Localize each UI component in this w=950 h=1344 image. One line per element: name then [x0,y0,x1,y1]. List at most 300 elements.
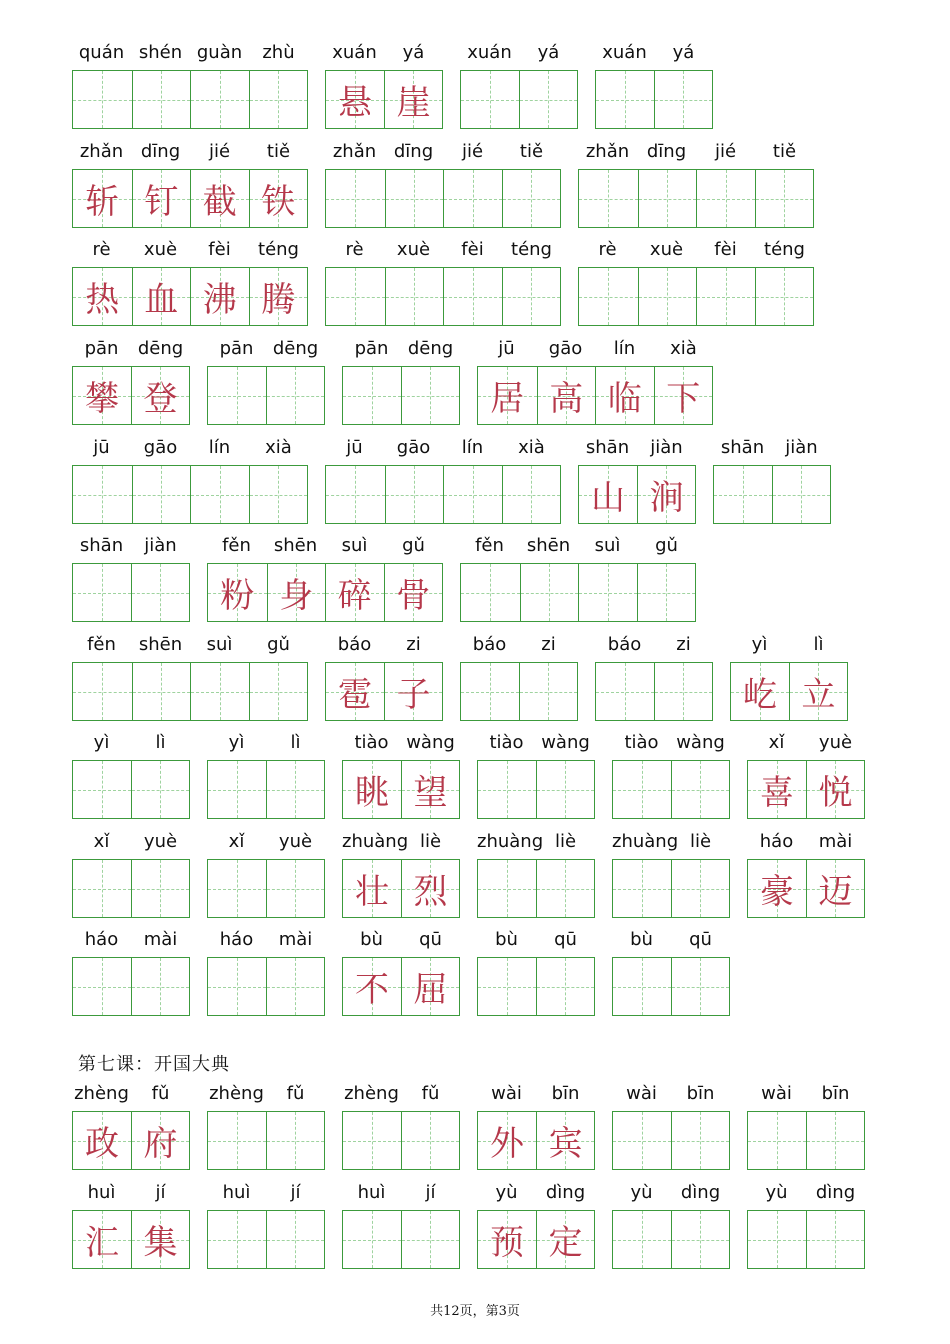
blank-writing-cell[interactable] [385,466,444,523]
word-block [207,927,325,1017]
pinyin-syllable: zhuàng [612,831,679,852]
word-block [325,237,561,327]
character-cell [343,761,401,818]
blank-writing-cell[interactable] [536,761,594,818]
model-character: 碎 [337,576,372,616]
pinyin-row [207,730,325,756]
pinyin-syllable: jí [425,1182,436,1203]
pinyin-syllable: gāo [143,437,178,458]
pinyin-syllable: gāo [396,437,431,458]
pinyin-syllable: wài [626,1083,657,1104]
tianzige-grid [595,662,713,721]
pinyin-syllable: suì [594,535,621,556]
pinyin-syllable: zi [541,634,556,655]
model-character: 宾 [548,1124,583,1164]
blank-writing-cell[interactable] [461,71,519,128]
pinyin-syllable: zhǎn [585,141,630,162]
word-block [325,139,561,229]
pinyin-syllable: shēn [273,535,318,556]
tianzige-grid [477,859,595,918]
pinyin-syllable: yá [402,42,425,63]
model-character: 高 [549,379,584,419]
pinyin-row [325,632,443,658]
model-character: 雹 [337,675,372,715]
word-block [72,927,190,1017]
word-block [342,730,460,820]
blank-writing-cell[interactable] [208,1211,266,1268]
blank-writing-cell[interactable] [190,71,249,128]
pinyin-row [477,1081,595,1107]
pinyin-row [612,927,730,953]
blank-writing-cell[interactable] [249,466,308,523]
blank-writing-cell[interactable] [131,958,189,1015]
pinyin-syllable: xuán [602,42,647,63]
character-cell [190,268,249,325]
blank-writing-cell[interactable] [131,860,189,917]
blank-writing-cell[interactable] [443,170,502,227]
pinyin-syllable: yù [630,1182,653,1203]
word-block [477,927,595,1017]
pinyin-row [342,336,460,362]
model-character: 山 [590,478,625,518]
character-cell [748,860,806,917]
pinyin-syllable: fěn [222,535,251,556]
pinyin-syllable: mài [143,929,178,950]
model-character: 攀 [84,379,119,419]
pinyin-row [72,632,308,658]
pinyin-row [578,435,696,461]
pinyin-syllable: xuè [396,239,431,260]
pinyin-syllable: gǔ [402,535,425,556]
blank-writing-cell[interactable] [249,71,308,128]
tianzige-grid [747,859,865,918]
pinyin-row [72,927,190,953]
blank-writing-cell[interactable] [696,170,755,227]
model-character: 喜 [759,773,794,813]
pinyin-syllable: zhuàng [477,831,544,852]
tianzige-grid [342,366,460,425]
pinyin-syllable: shēn [526,535,571,556]
pinyin-syllable: lì [813,634,824,655]
blank-writing-cell[interactable] [519,71,577,128]
character-cell [73,1211,131,1268]
pinyin-syllable: jū [346,437,363,458]
character-cell [384,663,442,720]
character-cell [637,466,695,523]
pinyin-syllable: dēng [137,338,184,359]
blank-writing-cell[interactable] [772,466,830,523]
tianzige-grid [72,563,190,622]
blank-writing-cell[interactable] [613,958,671,1015]
blank-writing-cell[interactable] [536,958,594,1015]
blank-writing-cell[interactable] [208,367,266,424]
tianzige-grid [612,1111,730,1170]
pinyin-syllable: qū [419,929,442,950]
pinyin-syllable: wàng [541,732,590,753]
pinyin-syllable: zhèng [344,1083,399,1104]
model-character: 铁 [261,182,296,222]
blank-writing-cell[interactable] [443,466,502,523]
word-block [578,139,814,229]
pinyin-syllable: yù [765,1182,788,1203]
pinyin-row [72,40,308,66]
blank-writing-cell[interactable] [502,170,561,227]
pinyin-syllable: zhǎn [332,141,377,162]
pinyin-syllable: tiào [489,732,524,753]
blank-writing-cell[interactable] [343,367,401,424]
character-cell [537,367,596,424]
character-cell [267,564,326,621]
pinyin-syllable: lín [613,338,636,359]
pinyin-syllable: háo [759,831,794,852]
blank-writing-cell[interactable] [638,170,697,227]
blank-writing-cell[interactable] [73,663,132,720]
pinyin-row [72,533,190,559]
pinyin-row [207,1180,325,1206]
pinyin-row [595,632,713,658]
word-block [612,1081,730,1171]
word-block [595,40,713,130]
pinyin-row [342,730,460,756]
tianzige-grid [207,760,325,819]
blank-writing-cell[interactable] [132,71,191,128]
blank-writing-cell[interactable] [73,958,131,1015]
pinyin-row [612,1081,730,1107]
pinyin-syllable: bù [495,929,518,950]
blank-writing-cell[interactable] [478,958,536,1015]
pinyin-syllable: zhuàng [342,831,409,852]
blank-writing-cell[interactable] [326,466,385,523]
word-block [72,829,190,919]
pinyin-syllable: dīng [140,141,181,162]
pinyin-syllable: bù [630,929,653,950]
word-block [342,927,460,1017]
model-character: 崖 [396,83,431,123]
blank-writing-cell[interactable] [461,663,519,720]
pinyin-syllable: wàng [406,732,455,753]
character-cell [73,367,131,424]
blank-writing-cell[interactable] [748,1211,806,1268]
blank-writing-cell[interactable] [637,564,696,621]
word-block [730,632,848,722]
model-character: 府 [143,1124,178,1164]
blank-writing-cell[interactable] [579,268,638,325]
blank-writing-cell[interactable] [755,268,814,325]
pinyin-syllable: guàn [196,42,243,63]
word-block [325,632,443,722]
blank-writing-cell[interactable] [249,663,308,720]
pinyin-row [460,40,578,66]
word-block [578,237,814,327]
word-block [612,730,730,820]
pinyin-syllable: báo [472,634,507,655]
blank-writing-cell[interactable] [132,663,191,720]
blank-writing-cell[interactable] [385,268,444,325]
pinyin-syllable: tiě [519,141,544,162]
blank-writing-cell[interactable] [443,268,502,325]
blank-writing-cell[interactable] [536,860,594,917]
pinyin-syllable: jié [461,141,484,162]
tianzige-grid [477,366,713,425]
pinyin-syllable: qū [554,929,577,950]
pinyin-syllable: shān [585,437,630,458]
page-footer: 共12页，第3页 [430,1304,520,1319]
character-cell [401,958,459,1015]
character-cell [731,663,789,720]
blank-writing-cell[interactable] [208,761,266,818]
pinyin-syllable: fèi [461,239,484,260]
blank-writing-cell[interactable] [806,1112,864,1169]
word-block [72,730,190,820]
character-cell [595,367,654,424]
word-block [72,632,308,722]
blank-writing-cell[interactable] [596,663,654,720]
model-character: 涧 [649,478,684,518]
pinyin-syllable: huì [87,1182,116,1203]
pinyin-syllable: téng [511,239,552,260]
blank-writing-cell[interactable] [671,1211,729,1268]
character-cell [208,564,267,621]
word-block [342,1180,460,1270]
word-block [207,533,443,623]
pinyin-row [595,40,713,66]
pinyin-row [72,139,308,165]
tianzige-grid [477,760,595,819]
pinyin-syllable: bīn [551,1083,580,1104]
blank-writing-cell[interactable] [613,1211,671,1268]
tianzige-grid [747,1210,865,1269]
pinyin-row [477,1180,595,1206]
model-character: 下 [666,379,701,419]
word-block [72,139,308,229]
character-cell [384,564,443,621]
blank-writing-cell[interactable] [502,268,561,325]
blank-writing-cell[interactable] [132,466,191,523]
blank-writing-cell[interactable] [208,1112,266,1169]
model-character: 迈 [818,872,853,912]
character-cell [326,71,384,128]
pinyin-syllable: jū [93,437,110,458]
blank-writing-cell[interactable] [266,860,324,917]
pinyin-syllable: dìng [815,1182,856,1203]
blank-writing-cell[interactable] [806,1211,864,1268]
tianzige-grid [747,1111,865,1170]
tianzige-grid [72,957,190,1016]
blank-writing-cell[interactable] [578,564,637,621]
pinyin-syllable: gǔ [655,535,678,556]
blank-writing-cell[interactable] [385,170,444,227]
model-character: 子 [396,675,431,715]
blank-writing-cell[interactable] [266,958,324,1015]
blank-writing-cell[interactable] [73,71,132,128]
model-character: 豪 [759,872,794,912]
pinyin-syllable: jiàn [650,437,683,458]
pinyin-syllable: xuán [467,42,512,63]
pinyin-syllable: jié [208,141,231,162]
pinyin-syllable: liè [554,831,577,852]
word-block [747,1180,865,1270]
pinyin-syllable: shān [720,437,765,458]
blank-writing-cell[interactable] [579,170,638,227]
pinyin-syllable: xuán [332,42,377,63]
pinyin-syllable: jū [498,338,515,359]
blank-writing-cell[interactable] [208,958,266,1015]
model-character: 悦 [818,773,853,813]
character-cell [478,367,537,424]
word-block [460,632,578,722]
pinyin-row [342,1081,460,1107]
pinyin-syllable: tiào [354,732,389,753]
character-cell [536,1211,594,1268]
word-block [747,829,865,919]
blank-writing-cell[interactable] [73,860,131,917]
word-block [72,336,190,426]
blank-writing-cell[interactable] [714,466,772,523]
pinyin-syllable: fěn [475,535,504,556]
word-block [477,730,595,820]
blank-writing-cell[interactable] [596,71,654,128]
word-block [207,1180,325,1270]
blank-writing-cell[interactable] [326,268,385,325]
blank-writing-cell[interactable] [131,761,189,818]
blank-writing-cell[interactable] [671,860,729,917]
blank-writing-cell[interactable] [519,663,577,720]
tianzige-grid [747,760,865,819]
blank-writing-cell[interactable] [266,367,324,424]
blank-writing-cell[interactable] [502,466,561,523]
tianzige-grid [342,1210,460,1269]
tianzige-grid [72,1111,190,1170]
pinyin-row [477,829,595,855]
blank-writing-cell[interactable] [520,564,579,621]
blank-writing-cell[interactable] [755,170,814,227]
blank-writing-cell[interactable] [266,1211,324,1268]
pinyin-syllable: báo [337,634,372,655]
character-cell [131,1211,189,1268]
blank-writing-cell[interactable] [326,170,385,227]
pinyin-syllable: fěn [87,634,116,655]
character-cell [806,761,864,818]
word-block [72,40,308,130]
character-cell [579,466,637,523]
pinyin-syllable: lín [461,437,484,458]
model-character: 热 [85,280,120,320]
tianzige-grid [72,70,308,129]
pinyin-syllable: quán [78,42,125,63]
pinyin-syllable: suì [206,634,233,655]
blank-writing-cell[interactable] [73,564,131,621]
blank-writing-cell[interactable] [401,367,459,424]
tianzige-grid [578,465,696,524]
pinyin-row [72,1180,190,1206]
blank-writing-cell[interactable] [478,860,536,917]
pinyin-syllable: jiàn [144,535,177,556]
blank-writing-cell[interactable] [654,71,712,128]
character-cell [131,367,189,424]
tianzige-grid [342,760,460,819]
character-cell [343,860,401,917]
blank-writing-cell[interactable] [343,1211,401,1268]
model-character: 居 [490,379,525,419]
blank-writing-cell[interactable] [613,761,671,818]
tianzige-grid [612,957,730,1016]
pinyin-row [342,927,460,953]
word-block [747,730,865,820]
blank-writing-cell[interactable] [613,1112,671,1169]
blank-writing-cell[interactable] [401,1211,459,1268]
word-block [207,1081,325,1171]
blank-writing-cell[interactable] [478,761,536,818]
pinyin-syllable: suì [341,535,368,556]
pinyin-row [747,1081,865,1107]
blank-writing-cell[interactable] [638,268,697,325]
tianzige-grid [460,662,578,721]
blank-writing-cell[interactable] [73,761,131,818]
pinyin-syllable: lín [208,437,231,458]
blank-writing-cell[interactable] [671,1112,729,1169]
character-cell [748,761,806,818]
pinyin-syllable: yuè [143,831,178,852]
blank-writing-cell[interactable] [208,860,266,917]
character-cell [326,663,384,720]
pinyin-syllable: pān [219,338,254,359]
word-block [207,829,325,919]
word-block [72,1180,190,1270]
blank-writing-cell[interactable] [131,564,189,621]
tianzige-grid [578,267,814,326]
blank-writing-cell[interactable] [671,761,729,818]
blank-writing-cell[interactable] [461,564,520,621]
word-block [477,1081,595,1171]
pinyin-row [578,237,814,263]
character-cell [73,268,132,325]
pinyin-syllable: lì [290,732,301,753]
word-block [477,829,595,919]
tianzige-grid [595,70,713,129]
blank-writing-cell[interactable] [266,761,324,818]
blank-writing-cell[interactable] [266,1112,324,1169]
pinyin-syllable: lì [155,732,166,753]
blank-writing-cell[interactable] [73,466,132,523]
pinyin-row [72,336,190,362]
pinyin-syllable: rè [92,239,111,260]
pinyin-row [612,1180,730,1206]
character-cell [249,170,308,227]
blank-writing-cell[interactable] [343,1112,401,1169]
pinyin-row [612,730,730,756]
pinyin-syllable: yuè [278,831,313,852]
pinyin-row [72,435,308,461]
model-character: 预 [489,1223,524,1263]
blank-writing-cell[interactable] [190,663,249,720]
blank-writing-cell[interactable] [190,466,249,523]
model-character: 钉 [144,182,179,222]
blank-writing-cell[interactable] [401,1112,459,1169]
blank-writing-cell[interactable] [696,268,755,325]
pinyin-syllable: yá [537,42,560,63]
pinyin-row [72,829,190,855]
blank-writing-cell[interactable] [671,958,729,1015]
blank-writing-cell[interactable] [654,663,712,720]
pinyin-syllable: mài [278,929,313,950]
pinyin-syllable: bīn [686,1083,715,1104]
pinyin-syllable: yì [751,634,768,655]
word-block [460,533,696,623]
word-block [612,927,730,1017]
blank-writing-cell[interactable] [748,1112,806,1169]
pinyin-row [460,632,578,658]
blank-writing-cell[interactable] [613,860,671,917]
